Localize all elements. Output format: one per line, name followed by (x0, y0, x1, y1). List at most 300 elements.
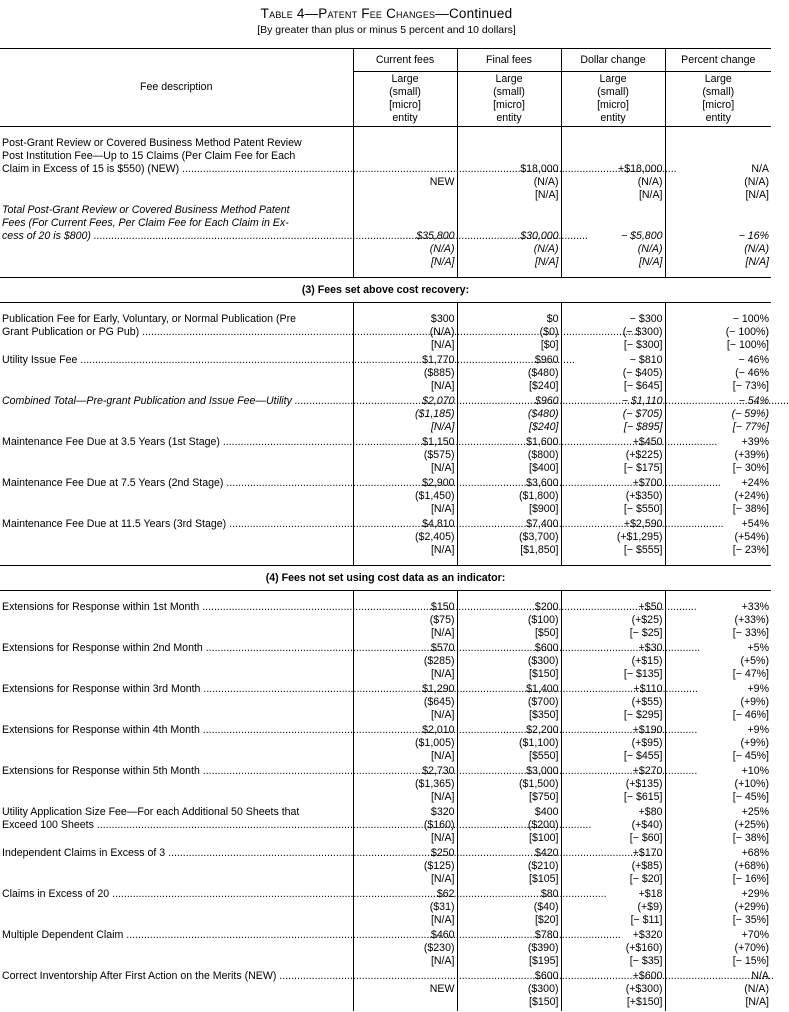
fee-value: ($285) (423, 655, 455, 667)
fee-value (562, 150, 663, 163)
fee-value: $2,900 (422, 477, 455, 489)
fee-description-line: Correct Inventorship After First Action on the Merits (NEW) ..... (13, 970, 353, 983)
fee-value: $460 (430, 929, 455, 941)
header-entity-size-labels (561, 72, 665, 127)
fee-value: ($645) (423, 696, 455, 708)
header-fee-description: Fee description (0, 49, 353, 127)
fee-value: ($210) (527, 860, 559, 872)
fee-value: [− $20] (629, 873, 663, 885)
fee-value: +24% (741, 477, 769, 489)
fee-value: ($1,100) (519, 737, 559, 749)
fee-value: +$18,000 (618, 163, 663, 175)
fee-description (0, 806, 353, 847)
fee-value: +$270 (632, 765, 663, 777)
fee-value: $0 (546, 313, 559, 325)
fee-value: (− $705) (622, 408, 663, 420)
fee-value: $18,000 (520, 163, 559, 175)
entity-label: [micro] (702, 99, 735, 111)
fee-value: (+$95) (631, 737, 663, 749)
fee-value: $1,770 (422, 354, 455, 366)
fee-value: $2,010 (422, 724, 455, 736)
fee-description (0, 591, 353, 643)
fee-value: ($1,185) (415, 408, 455, 420)
fee-value (458, 217, 559, 230)
fee-description-line: Claim in Excess of 15 is $550) (NEW) ..... (13, 163, 353, 176)
fee-value: (N/A) (637, 243, 663, 255)
fee-value: [− 77%] (732, 421, 769, 433)
fee-value: (+$300) (625, 983, 663, 995)
fee-value: NEW (429, 983, 455, 995)
fee-value: (N/A) (533, 243, 559, 255)
percent-change-cell (665, 591, 771, 643)
fee-value: [− $555] (623, 544, 663, 556)
fee-value: $2,070 (422, 395, 455, 407)
entity-label: Large (495, 73, 523, 85)
fee-value: − 54% (738, 395, 769, 407)
fee-value: [− 33%] (732, 627, 769, 639)
fee-value (666, 137, 770, 150)
fee-value: $62 (436, 888, 455, 900)
fee-value: [− $895] (623, 421, 663, 433)
fee-value: +9% (747, 683, 769, 695)
fee-value: [N/A] (430, 914, 455, 926)
fee-value: ($480) (527, 408, 559, 420)
fee-value: +29% (741, 888, 769, 900)
fee-value: [N/A] (430, 709, 455, 721)
table-row (0, 724, 771, 765)
fee-value: $4,810 (422, 518, 455, 530)
fee-value: [N/A] (745, 256, 769, 268)
fee-value: +70% (741, 929, 769, 941)
table-row (0, 888, 771, 929)
fee-value: [N/A] (430, 380, 455, 392)
fee-value: [− $25] (629, 627, 663, 639)
fee-value: [− $300] (623, 339, 663, 351)
fee-value: $1,150 (422, 436, 455, 448)
dollar-change-cell (561, 591, 665, 643)
fee-value: $2,200 (526, 724, 559, 736)
fee-description (0, 970, 353, 1011)
fee-value: (+24%) (734, 490, 769, 502)
fee-value: +$700 (632, 477, 663, 489)
fee-value: +33% (741, 601, 769, 613)
fee-value: $600 (534, 642, 559, 654)
fee-value: +$450 (632, 436, 663, 448)
fee-value: [− $645] (623, 380, 663, 392)
fee-value: $960 (534, 395, 559, 407)
fee-value: ($160) (423, 819, 455, 831)
fee-value: ($390) (527, 942, 559, 954)
fee-value: − 16% (738, 230, 769, 242)
fee-value: [+$150] (626, 996, 663, 1008)
entity-label: (small) (702, 86, 735, 98)
fee-value: [N/A] (430, 503, 455, 515)
fee-value: +$190 (632, 724, 663, 736)
percent-change-cell (665, 204, 771, 278)
fee-description (0, 765, 353, 806)
fee-value: (N/A) (429, 326, 455, 338)
fee-value: [N/A] (430, 544, 455, 556)
fee-value: [− $175] (623, 462, 663, 474)
header-entity-size-labels (353, 72, 457, 127)
fee-value: (+54%) (734, 531, 769, 543)
fee-value: $3,000 (526, 765, 559, 777)
percent-change-cell (665, 127, 771, 205)
entity-label: Large (391, 73, 419, 85)
fee-value (666, 150, 770, 163)
fee-value: ($300) (527, 983, 559, 995)
fee-value: $150 (430, 601, 455, 613)
fee-description-line: Maintenance Fee Due at 11.5 Years (3rd Stage) ..... (13, 518, 353, 531)
fee-value: [$20] (534, 914, 559, 926)
fee-value: [$150] (529, 996, 559, 1008)
fee-value: (+$160) (625, 942, 663, 954)
fee-value (458, 137, 559, 150)
title-dash: — (435, 6, 449, 21)
fee-value: [$0] (540, 339, 559, 351)
fee-value: +39% (741, 436, 769, 448)
fee-value: ($125) (423, 860, 455, 872)
entity-label: (small) (389, 86, 421, 98)
fee-value: ($0) (539, 326, 559, 338)
fee-value (562, 137, 663, 150)
fee-description (0, 518, 353, 566)
fee-description-line: Maintenance Fee Due at 7.5 Years (2nd Stage) ..... (13, 477, 353, 490)
fee-value: (+$25) (631, 614, 663, 626)
fee-value: $1,290 (422, 683, 455, 695)
fee-value: [$150] (529, 668, 559, 680)
fee-value: [N/A] (534, 189, 559, 201)
fee-value: $250 (430, 847, 455, 859)
fee-value (458, 150, 559, 163)
fee-value: N/A (751, 970, 769, 982)
fee-value: [− 23%] (732, 544, 769, 556)
fee-value: NEW (429, 176, 455, 188)
fee-description (0, 303, 353, 355)
fee-description-line: Total Post-Grant Review or Covered Business Method Patent (2, 204, 290, 216)
fee-value: $400 (534, 806, 559, 818)
fee-value: (+9%) (740, 737, 769, 749)
fee-value: [N/A] (430, 256, 455, 268)
entity-label: entity (496, 112, 522, 124)
fee-value (562, 204, 663, 217)
fee-value: − $5,800 (620, 230, 663, 242)
fee-value: ($480) (527, 367, 559, 379)
title-continued: Continued (448, 6, 513, 21)
fee-value: ($1,450) (415, 490, 455, 502)
fee-value: $1,400 (526, 683, 559, 695)
fee-description-line: Utility Application Size Fee—For each Additional 50 Sheets that (2, 806, 300, 818)
fee-value: ($230) (423, 942, 455, 954)
fee-value: (+$135) (625, 778, 663, 790)
fee-value: [− 46%] (732, 709, 769, 721)
table-row (0, 806, 771, 847)
fee-value (354, 150, 455, 163)
table-row (0, 354, 771, 395)
fee-value: +$170 (632, 847, 663, 859)
percent-change-cell (665, 847, 771, 888)
fee-description-line: Post Institution Fee—Up to 15 Claims (Per Claim Fee for Each (2, 150, 296, 162)
fee-value: (+9%) (740, 696, 769, 708)
fee-value: [N/A] (430, 832, 455, 844)
fee-value: [$550] (529, 750, 559, 762)
header-final-fees: Final fees (457, 49, 561, 72)
fee-value: $2,730 (422, 765, 455, 777)
fee-description (0, 929, 353, 970)
fee-value: +25% (741, 806, 769, 818)
fee-value: [N/A] (638, 256, 663, 268)
fee-description (0, 354, 353, 395)
fee-value: [− 45%] (732, 750, 769, 762)
entity-label: Large (704, 73, 732, 85)
fee-description-line: Combined Total—Pre-grant Publication and Issue Fee—Utility ..... (13, 395, 353, 408)
header-current-fees: Current fees (353, 49, 457, 72)
fee-value: ($200) (527, 819, 559, 831)
fee-value: [− 45%] (732, 791, 769, 803)
fee-value: (+39%) (734, 449, 769, 461)
header-entity-size-labels (665, 72, 771, 127)
fee-value (562, 217, 663, 230)
table-row (0, 642, 771, 683)
fee-value: (+29%) (734, 901, 769, 913)
title-main: Patent Fee Changes (318, 6, 436, 21)
fee-value: − 100% (732, 313, 769, 325)
fee-value: (+68%) (734, 860, 769, 872)
entity-label: Large (599, 73, 627, 85)
fee-value: $35,800 (416, 230, 455, 242)
fee-value (354, 996, 455, 1009)
fee-value: +9% (747, 724, 769, 736)
fee-value: [N/A] (430, 668, 455, 680)
table-title (0, 6, 773, 21)
fee-description (0, 477, 353, 518)
fee-value: +5% (747, 642, 769, 654)
fee-value: +$18 (638, 888, 663, 900)
fee-value: [− $615] (623, 791, 663, 803)
fee-value: ($31) (429, 901, 455, 913)
fee-value: [N/A] (745, 996, 769, 1008)
entity-label: (small) (597, 86, 629, 98)
fee-description (0, 204, 353, 278)
fee-value (354, 204, 455, 217)
fee-value: (+$85) (631, 860, 663, 872)
fee-value: [N/A] (638, 189, 663, 201)
fee-value: (+33%) (734, 614, 769, 626)
fee-description (0, 642, 353, 683)
fee-value: $570 (430, 642, 455, 654)
fee-value: − 46% (738, 354, 769, 366)
fee-value: $320 (430, 806, 455, 818)
fee-value: ($40) (533, 901, 559, 913)
fee-description-line: Extensions for Response within 3rd Month ..... (13, 683, 353, 696)
fee-value: ($885) (423, 367, 455, 379)
fee-value: [− 47%] (732, 668, 769, 680)
percent-change-cell (665, 354, 771, 395)
fee-value: (+5%) (740, 655, 769, 667)
fee-value: [− $35] (629, 955, 663, 967)
fee-value: [N/A] (745, 189, 769, 201)
fee-value: [− 38%] (732, 832, 769, 844)
table-row (0, 970, 771, 1011)
fee-value: +$30 (638, 642, 663, 654)
fee-value: (− 46% (735, 367, 769, 379)
fee-value: (N/A) (744, 176, 769, 188)
fee-value: [N/A] (430, 462, 455, 474)
fee-value: [$400] (529, 462, 559, 474)
fee-description-line: Post-Grant Review or Covered Business Method Patent Review (2, 137, 302, 149)
fee-value (354, 137, 455, 150)
table-subtitle: [By greater than plus or minus 5 percent and 10 dollars] (257, 24, 516, 36)
fee-description (0, 683, 353, 724)
title-dash: — (304, 6, 319, 21)
fee-value: +10% (741, 765, 769, 777)
fee-value: $780 (534, 929, 559, 941)
fee-description (0, 436, 353, 477)
fee-value: (N/A) (533, 176, 559, 188)
fee-description-line: Utility Issue Fee ..... (13, 354, 353, 367)
fee-description-line: Extensions for Response within 2nd Month ..... (13, 642, 353, 655)
fee-value: [$900] (529, 503, 559, 515)
fee-description-line: Claims in Excess of 20 ..... (13, 888, 353, 901)
fee-value: $1,600 (526, 436, 559, 448)
fee-description (0, 888, 353, 929)
fee-description-line: Multiple Dependent Claim ..... (13, 929, 353, 942)
fee-value: [N/A] (430, 791, 455, 803)
fee-value: [$100] (529, 832, 559, 844)
fee-value: [N/A] (430, 750, 455, 762)
fee-value: +$2,590 (623, 518, 663, 530)
fee-value: ($2,405) (415, 531, 455, 543)
table-row (0, 303, 771, 355)
fee-value: ($1,800) (519, 490, 559, 502)
fee-description-line: Grant Publication or PG Pub) ..... (13, 326, 353, 339)
fee-value: $300 (430, 313, 455, 325)
fee-value: [N/A] (430, 873, 455, 885)
fee-value: [− 35%] (732, 914, 769, 926)
fee-value: ($575) (423, 449, 455, 461)
fee-value: ($300) (527, 655, 559, 667)
section-heading-row (0, 566, 771, 591)
fee-value (354, 217, 455, 230)
fee-value: $420 (534, 847, 559, 859)
fee-value: [− 38%] (732, 503, 769, 515)
fee-value: (− $405) (622, 367, 663, 379)
fee-value: [$1,850] (520, 544, 559, 556)
header-percent-change: Percent change (665, 49, 771, 72)
fee-value: $30,000 (520, 230, 559, 242)
fee-value: [N/A] (430, 955, 455, 967)
table-row (0, 477, 771, 518)
fee-value: [− $455] (623, 750, 663, 762)
table-row (0, 518, 771, 566)
fee-value: [$240] (529, 421, 559, 433)
fee-value: ($1,005) (415, 737, 455, 749)
fee-description-line: Maintenance Fee Due at 3.5 Years (1st Stage) ..... (13, 436, 353, 449)
fee-value: +68% (741, 847, 769, 859)
fee-value: ($75) (429, 614, 455, 626)
fee-value: [N/A] (534, 256, 559, 268)
fee-value: (− 100%) (725, 326, 769, 338)
fee-value: [− 16%] (732, 873, 769, 885)
fee-description-line: cess of 20 is $800) ..... (13, 230, 353, 243)
fee-value: [− $11] (630, 914, 663, 926)
fee-value: +$80 (638, 806, 663, 818)
fee-value: [$350] (529, 709, 559, 721)
fee-value: [− $60] (629, 832, 663, 844)
fee-value: [− 15%] (732, 955, 769, 967)
current-fee-cell (353, 591, 457, 643)
fee-value: [N/A] (430, 627, 455, 639)
entity-label: entity (600, 112, 626, 124)
title-table-number: Table 4 (260, 6, 305, 21)
fee-value: (+$350) (625, 490, 663, 502)
table-row (0, 591, 771, 643)
entity-label: [micro] (597, 99, 629, 111)
percent-change-cell (665, 888, 771, 929)
fee-value: (N/A) (637, 176, 663, 188)
fee-value: (− 59%) (731, 408, 769, 420)
fee-value: +54% (741, 518, 769, 530)
fee-description-line: Publication Fee for Early, Voluntary, or Normal Publication (Pre (2, 313, 297, 325)
fee-value: (+$9) (637, 901, 663, 913)
fee-value: [− 30%] (732, 462, 769, 474)
entity-label: (small) (493, 86, 525, 98)
fee-value: (+$1,295) (616, 531, 663, 543)
fee-value: [$50] (534, 627, 559, 639)
fee-value: $960 (534, 354, 559, 366)
percent-change-cell (665, 929, 771, 970)
fee-description-line: Extensions for Response within 1st Month ..... (13, 601, 353, 614)
dollar-change-cell (561, 354, 665, 395)
fee-description-line: Exceed 100 Sheets ..... (13, 819, 353, 832)
table-row (0, 127, 771, 205)
fee-value: $600 (534, 970, 559, 982)
fee-value (666, 204, 770, 217)
entity-label: entity (392, 112, 418, 124)
fee-value: (+$55) (631, 696, 663, 708)
table-row (0, 929, 771, 970)
fee-description (0, 127, 353, 205)
fee-value: ($800) (527, 449, 559, 461)
fee-value: [N/A] (430, 339, 455, 351)
section-heading-row (0, 278, 771, 303)
fee-description (0, 724, 353, 765)
table-row (0, 765, 771, 806)
section-heading: (4) Fees not set using cost data as an indicator: (0, 566, 771, 591)
fee-value: (+$225) (625, 449, 663, 461)
fee-value (458, 204, 559, 217)
fee-value: $7,400 (526, 518, 559, 530)
fee-value: [$195] (529, 955, 559, 967)
fee-value: [− $135] (623, 668, 663, 680)
fee-value: [− 73%] (732, 380, 769, 392)
fee-value: ($3,700) (519, 531, 559, 543)
fee-value: [− $295] (623, 709, 663, 721)
fee-value: ($100) (527, 614, 559, 626)
table-row (0, 683, 771, 724)
fee-value: − $1,110 (621, 395, 663, 407)
section-heading: (3) Fees set above cost recovery: (0, 278, 771, 303)
fee-value: (+10%) (734, 778, 769, 790)
header-dollar-change: Dollar change (561, 49, 665, 72)
fee-value: (+25%) (734, 819, 769, 831)
fee-value: [$750] (529, 791, 559, 803)
fee-value: (N/A) (429, 243, 455, 255)
percent-change-cell (665, 806, 771, 847)
fee-changes-table (0, 48, 771, 1011)
header-entity-size-labels (457, 72, 561, 127)
fee-value: − $810 (629, 354, 663, 366)
